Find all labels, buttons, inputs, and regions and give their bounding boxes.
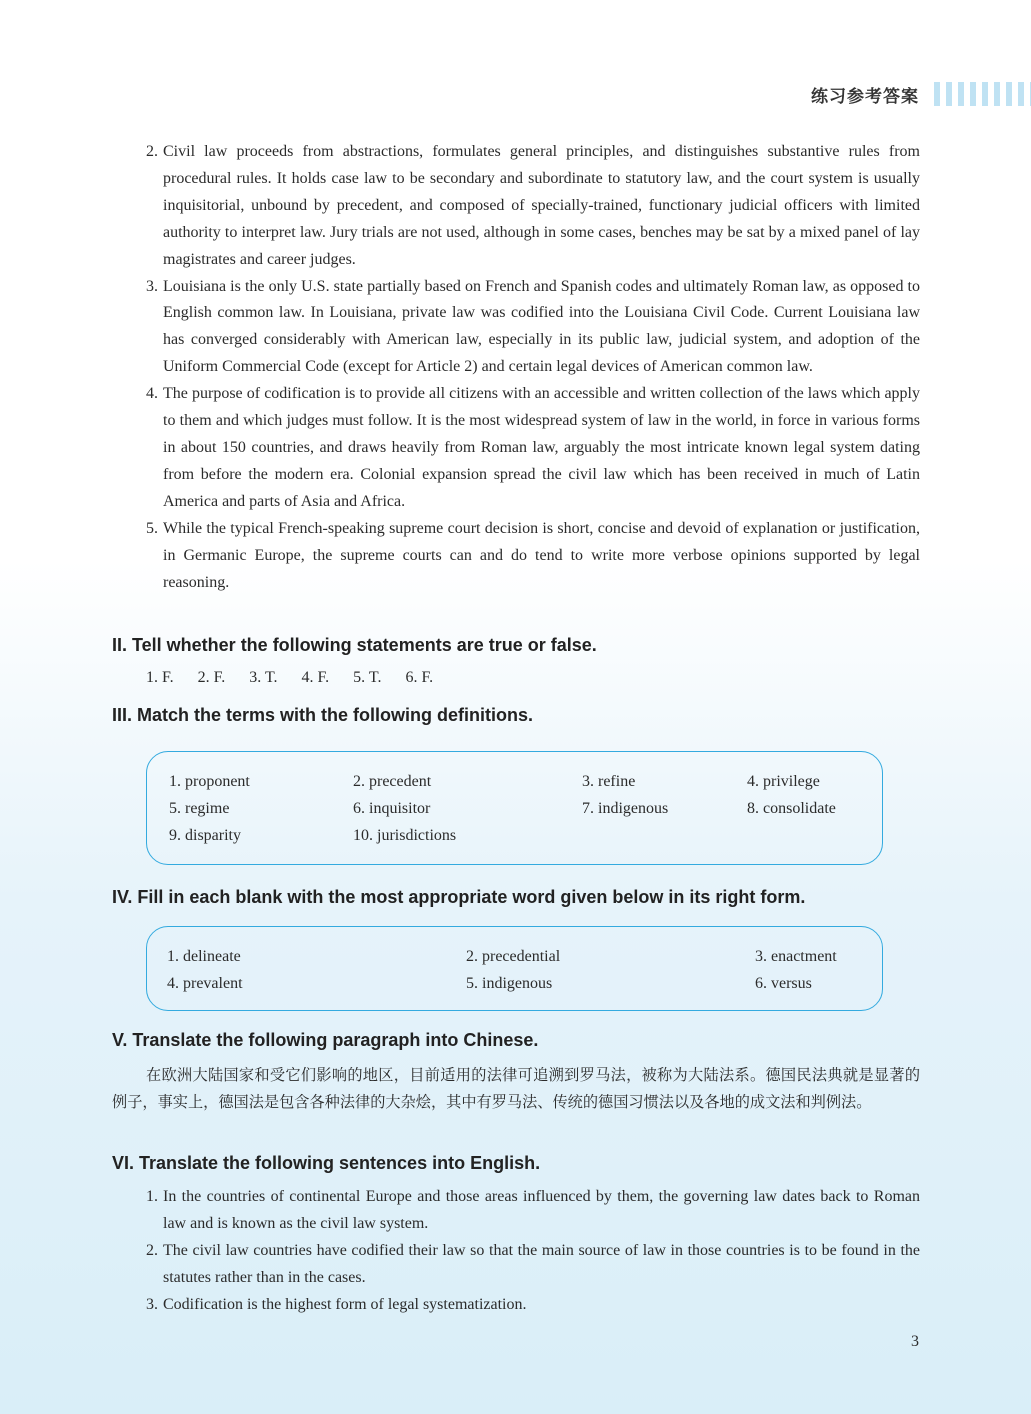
list-item-number: 2. [146, 1241, 158, 1259]
header-title: 练习参考答案 [811, 87, 919, 107]
list-item-number: 3. [146, 277, 158, 295]
list-item-number: 1. [146, 1188, 158, 1205]
list-item-number: 4. [146, 385, 158, 403]
term: 10. jurisdictions [353, 827, 457, 844]
list-item [146, 381, 920, 516]
list-item [146, 1238, 920, 1292]
list-item [146, 274, 920, 382]
list-item [146, 1292, 920, 1319]
word: 2. precedential [466, 948, 561, 965]
chinese-translation-paragraph: 在欧洲大陆国家和受它们影响的地区，目前适用的法律可追溯到罗马法，被称为大陆法系。德国民法典就是显著的例子，事实上，德国法是包含各种法律的大杂烩，其中有罗马法、传统的德国习惯法以及各地的成文法和判例法。 [112, 1066, 920, 1111]
answer: 5. T. [353, 669, 382, 686]
answer: 2. F. [197, 669, 226, 686]
answer: 1. F. [146, 669, 174, 686]
word: 1. delineate [167, 948, 241, 965]
list-item [146, 139, 920, 274]
section-iii-heading: III. Match the terms with the following definitions. [112, 705, 534, 725]
list-item-text: In the countries of continental Europe and those areas influenced by them, the governing law dates back to Roman law and is known as the civil law system. [163, 1188, 920, 1232]
section-vi-heading: VI. Translate the following sentences into English. [112, 1153, 541, 1173]
word: 3. enactment [755, 948, 837, 965]
word: 4. prevalent [167, 975, 243, 992]
term: 5. regime [169, 800, 230, 817]
term: 9. disparity [169, 827, 241, 844]
list-item-text: The purpose of codification is to provide all citizens with an accessible and written collection of the laws which apply to them and which judges must follow. It is the most widespread system of law in the world, in force in various forms in about 150 countries, and draws heavily from Roman law, arguably the most intricate known legal system dating from before the modern era. Colonial expansion spread the civil law which has been received in much of Latin America and parts of Asia and Africa. [163, 385, 920, 510]
list-item-text: Codification is the highest form of legal systematization. [163, 1295, 527, 1313]
term: 6. inquisitor [353, 800, 431, 817]
term: 1. proponent [169, 773, 250, 790]
match-terms-box [146, 751, 883, 865]
answer: 4. F. [301, 669, 330, 686]
list-item [146, 516, 920, 597]
term: 3. refine [582, 773, 636, 790]
list-item-text: Louisiana is the only U.S. state partially based on French and Spanish codes and ultimately Roman law, as opposed to English common law. In Louisiana, private law was codified into the Louisiana Civil Code. Current Louisiana law has converged considerably with American law, especially in its public law, judicial system, and adoption of the Uniform Commercial Code (except for Article 2) and certain legal devices of American common law. [163, 277, 920, 376]
term: 2. precedent [353, 773, 432, 790]
page-number: 3 [911, 1333, 919, 1350]
header-stripe-decoration [934, 82, 1031, 106]
word-form-box [146, 926, 883, 1011]
section-ii-heading: II. Tell whether the following statements are true or false. [112, 635, 597, 655]
word: 5. indigenous [466, 975, 553, 992]
section-iv-heading: IV. Fill in each blank with the most appropriate word given below in its right form. [112, 887, 806, 907]
list-item-text: Civil law proceeds from abstractions, formulates general principles, and distinguishes substantive rules from procedural rules. It holds case law to be secondary and subordinate to statutory law, and the court system is usually inquisitorial, unbound by precedent, and composed of specially-trained, functionary judicial officers with limited authority to interpret law. Jury trials are not used, although in some cases, benches may be sat by a mixed panel of lay magistrates and career judges. [163, 143, 920, 268]
section-v-heading: V. Translate the following paragraph into Chinese. [112, 1030, 539, 1050]
answer: 6. F. [405, 669, 434, 686]
true-false-answers [146, 669, 453, 687]
word: 6. versus [755, 975, 812, 992]
list-item-number: 2. [146, 143, 158, 160]
list-item-text: The civil law countries have codified their law so that the main source of law in those countries is to be found in the statutes rather than in the cases. [163, 1241, 920, 1286]
term: 7. indigenous [582, 800, 669, 817]
list-item-number: 5. [146, 519, 158, 537]
answer: 3. T. [249, 669, 278, 686]
term: 8. consolidate [747, 800, 836, 817]
section-vi-list [146, 1184, 920, 1319]
list-item-number: 3. [146, 1295, 158, 1313]
term: 4. privilege [747, 773, 820, 790]
list-item [146, 1184, 920, 1238]
list-item-text: While the typical French-speaking supreme court decision is short, concise and devoid of explanation or justification, in Germanic Europe, the supreme courts can and do tend to write more verbose opinions supported by legal reasoning. [163, 519, 920, 591]
part-i-list [146, 139, 920, 596]
